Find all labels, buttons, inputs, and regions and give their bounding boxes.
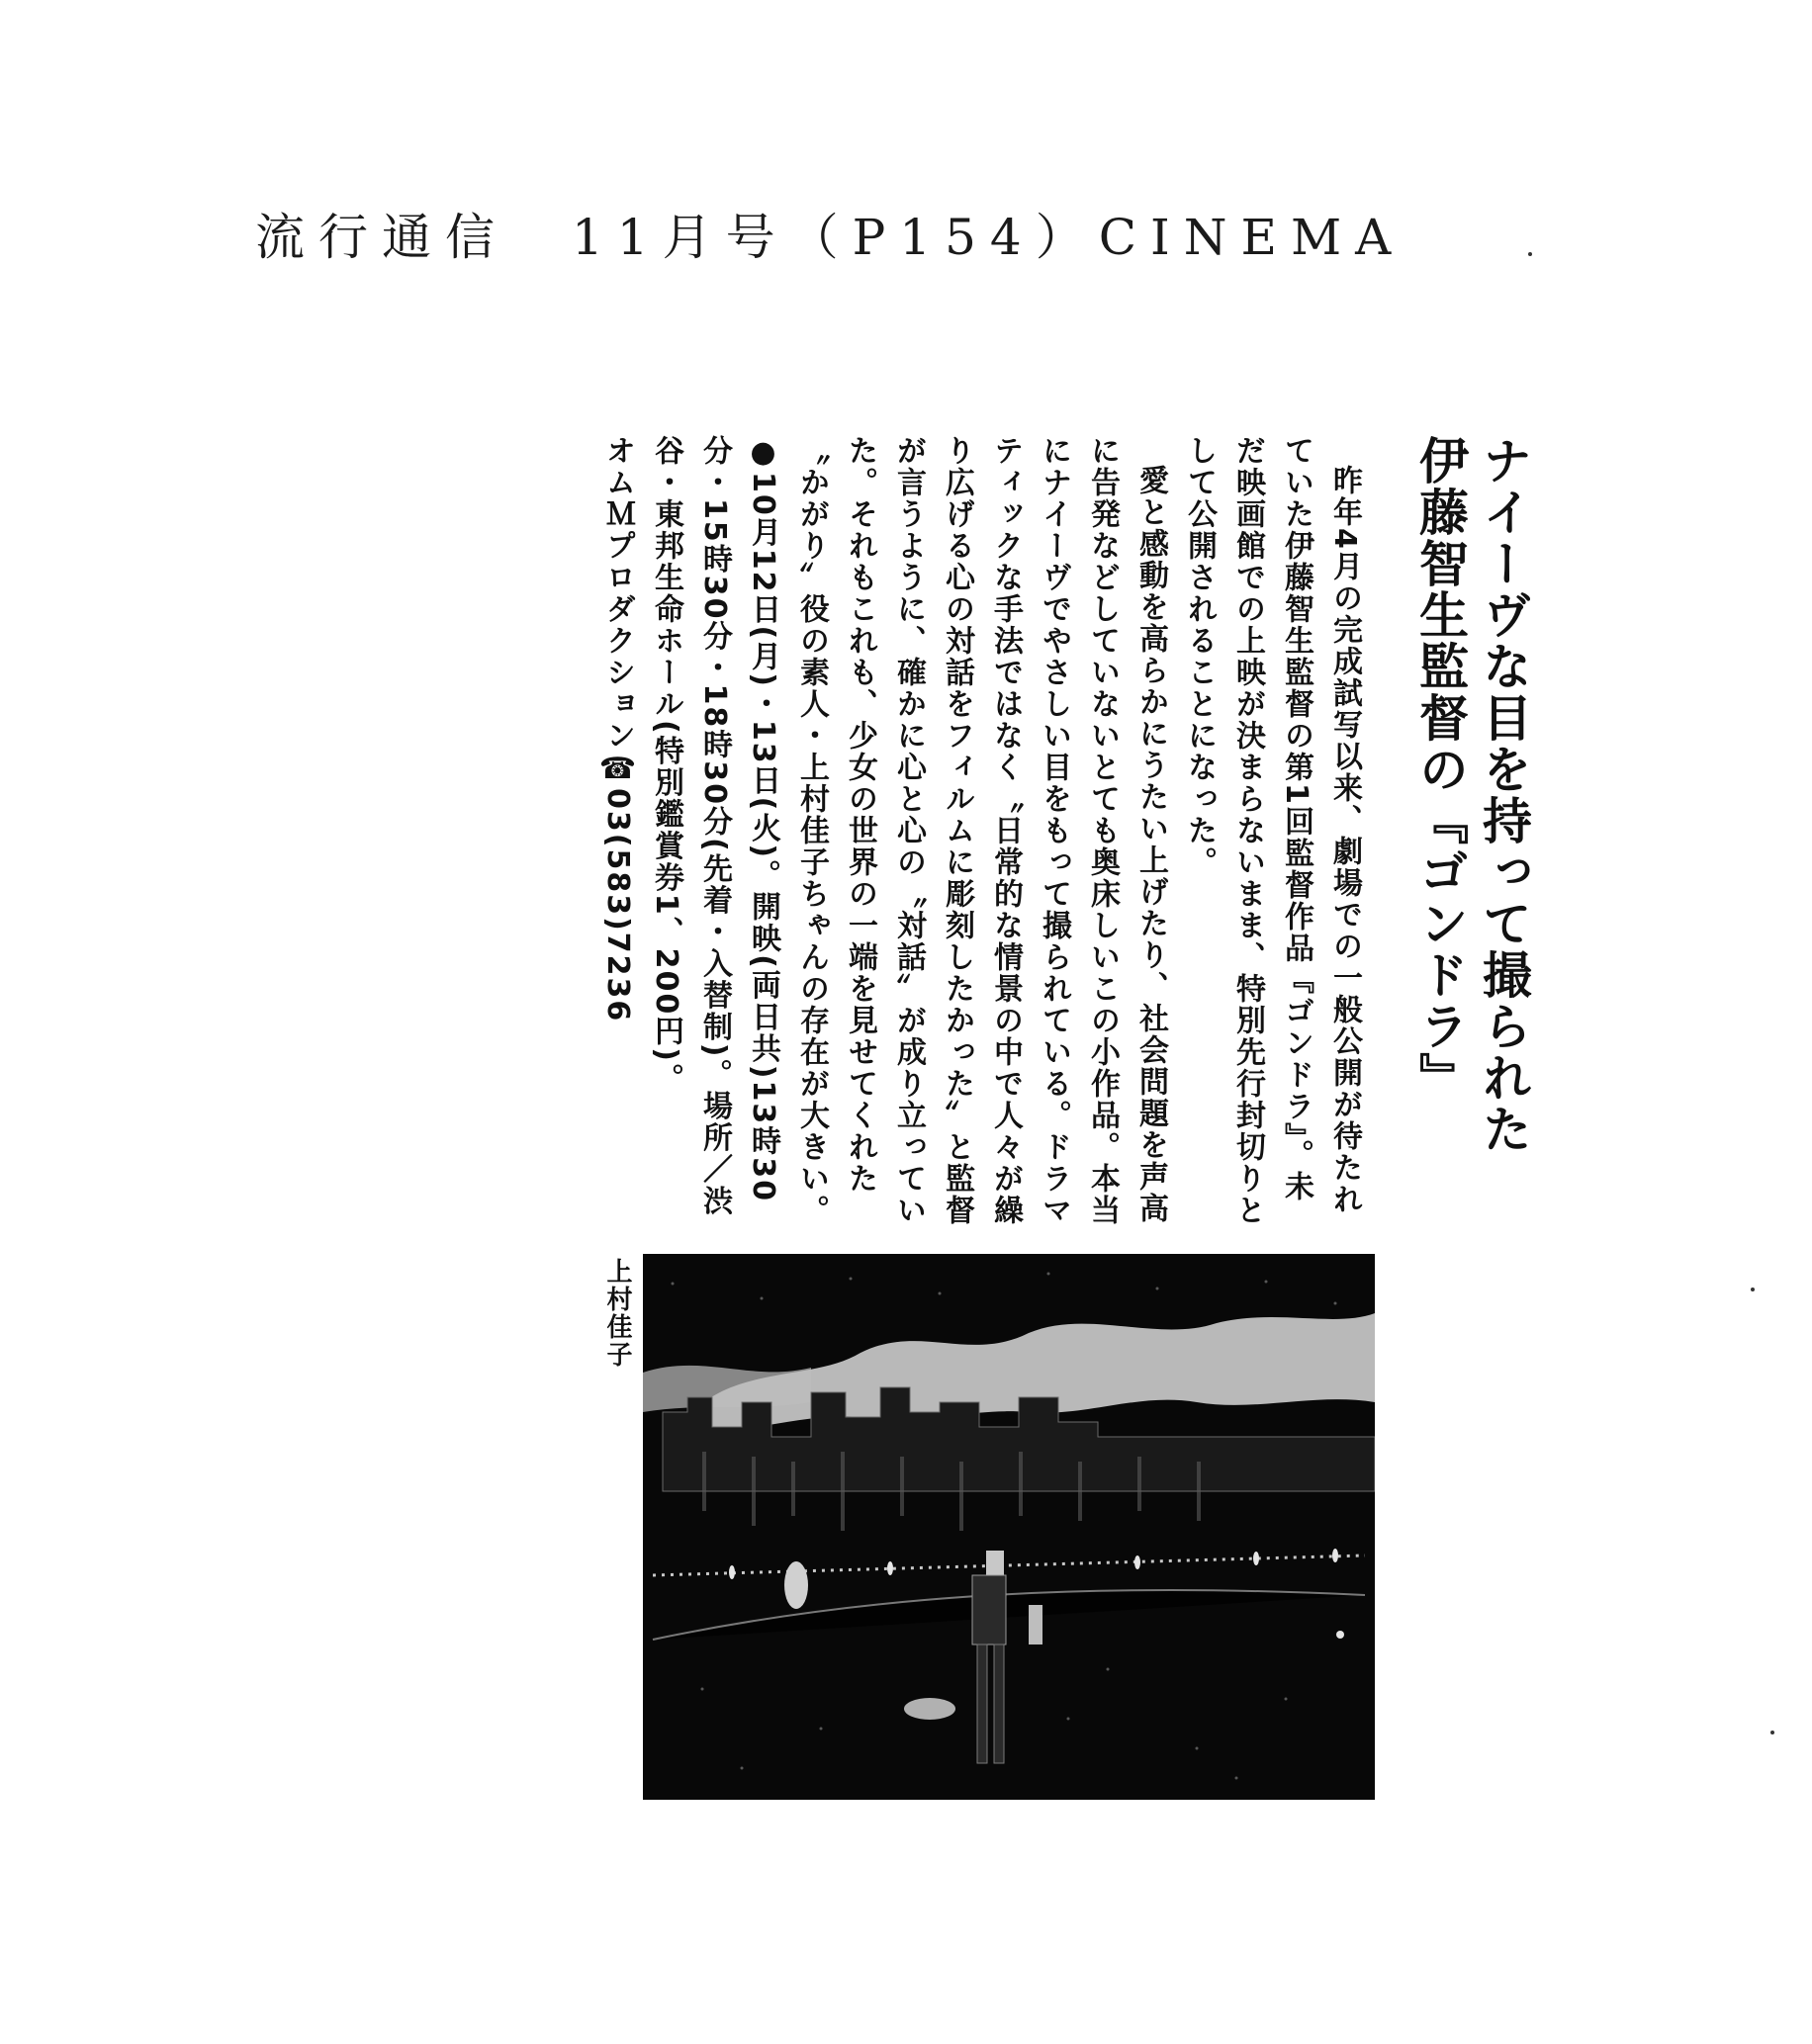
article-body: [593, 435, 1369, 1226]
article: [593, 435, 1535, 1226]
contact-info: オムＭプロダクション☎03(583)7236: [600, 435, 635, 1023]
body-paragraph-2: 愛と感動を高らかにうたい上げたり、社会問題を声高に告発などしていないとても奥床しいこの小作品。本当にナイーヴでやさしい目をもって撮られている。ドラマティックな手法ではなく〝日常的な情景の中で人々が繰り広げる心の対話をフィルムに彫刻したかった〟と監督が言うように、確かに心と心の〝対話〟が成り立っていた。それもこれも、少女の世界の一端を見せてくれた〝かがり〟役の素人・上村佳子ちゃんの存在が大きい。: [794, 435, 1168, 1226]
photo-caption: 上村佳子: [602, 1258, 632, 1369]
screening-info: ●10月12日(月)・13日(火)。開映(両日共)13時30分・15時30分・18時30分(先着・入替制)。場所／渋谷・東邦生命ホール(特別鑑賞券1、200円)。: [649, 435, 780, 1217]
film-still-photo: [643, 1254, 1375, 1800]
body-paragraph-1: 昨年4月の完成試写以来、劇場での一般公開が待たれていた伊藤智生監督の第1回監督作品『ゴンドラ』。未だ映画館での上映が決まらないまま、特別先行封切りとして公開されることになった。: [1182, 435, 1362, 1226]
scan-speck: [1528, 252, 1532, 256]
headline-line-2: 伊藤智生監督の『ゴンドラ』: [1411, 435, 1469, 1104]
headline-line-1: ナイーヴな目を持って撮られた: [1475, 435, 1532, 1155]
scan-speck: [1751, 1288, 1755, 1291]
publication-source-line: 流行通信 11月号（P154）CINEMA: [255, 209, 1405, 266]
article-headline: [1408, 435, 1535, 1226]
scan-speck: [1770, 1731, 1774, 1734]
